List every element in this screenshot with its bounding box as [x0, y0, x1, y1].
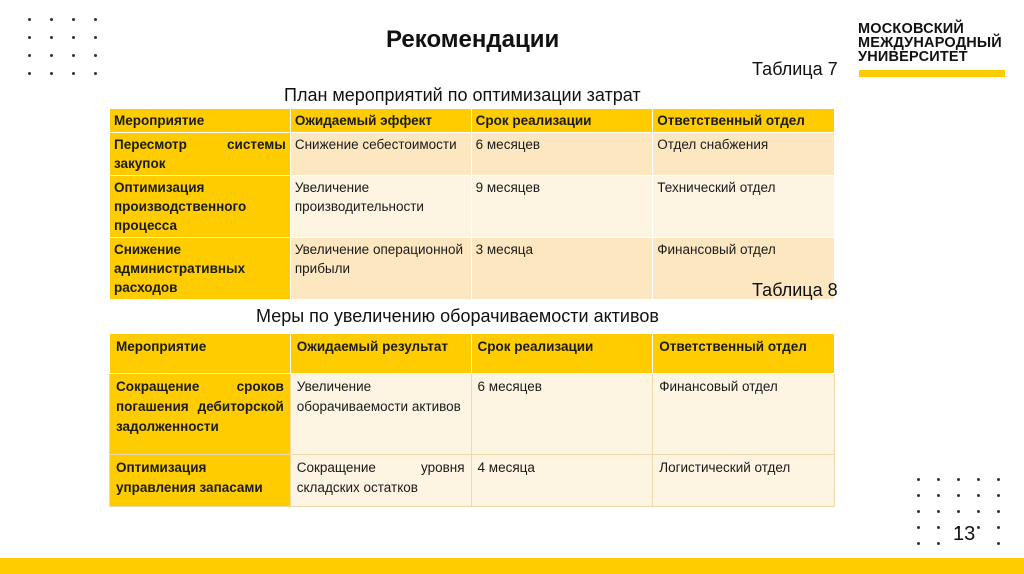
- table-row: [110, 238, 835, 300]
- table7: [109, 108, 835, 300]
- table-row: [110, 176, 835, 238]
- header-cell: Срок реализации: [471, 334, 653, 374]
- header-cell: Мероприятие: [110, 334, 291, 374]
- slide-title: Рекомендации: [386, 26, 560, 53]
- bottom-accent-bar: [0, 558, 1024, 574]
- table-header-row: [110, 109, 835, 133]
- table-cell: Увеличение операционной прибыли: [290, 238, 471, 300]
- logo-line: МОСКОВСКИЙ: [858, 21, 965, 37]
- header-cell: Ожидаемый эффект: [290, 109, 471, 133]
- table-row: [110, 455, 835, 507]
- table-cell: 9 месяцев: [471, 176, 653, 238]
- table-row: [110, 374, 835, 455]
- table-cell: Пересмотр системы закупок: [110, 133, 291, 176]
- header-cell: Мероприятие: [110, 109, 291, 133]
- table-cell: Снижение административных расходов: [110, 238, 291, 300]
- table8-label: Таблица 8: [752, 280, 838, 300]
- table-cell: 4 месяца: [471, 455, 653, 507]
- logo-line: МЕЖДУНАРОДНЫЙ: [858, 35, 1002, 51]
- table-cell: Снижение себестоимости: [290, 133, 471, 176]
- table-cell: Финансовый отдел: [653, 238, 835, 300]
- table-cell: Оптимизация производственного процесса: [110, 176, 291, 238]
- table-cell: Оптимизация управления запасами: [110, 455, 291, 507]
- table-cell: Увеличение производительности: [290, 176, 471, 238]
- header-cell: Ответственный отдел: [653, 334, 835, 374]
- table-cell: 3 месяца: [471, 238, 653, 300]
- table-cell: Отдел снабжения: [653, 133, 835, 176]
- header-cell: Ожидаемый результат: [290, 334, 471, 374]
- table7-caption: План мероприятий по оптимизации затрат: [284, 85, 641, 105]
- university-logo: [858, 22, 1002, 64]
- table-header-row: [110, 334, 835, 374]
- table8: [109, 333, 835, 507]
- table-cell: 6 месяцев: [471, 133, 653, 176]
- table-cell: Логистический отдел: [653, 455, 835, 507]
- header-cell: Ответственный отдел: [653, 109, 835, 133]
- table-cell: Финансовый отдел: [653, 374, 835, 455]
- table-cell: Увеличение оборачиваемости активов: [290, 374, 471, 455]
- table7-label: Таблица 7: [752, 59, 838, 79]
- header-cell: Срок реализации: [471, 109, 653, 133]
- logo-accent-bar: [859, 70, 1005, 77]
- table8-caption: Меры по увеличению оборачиваемости активов: [256, 306, 659, 326]
- table-row: [110, 133, 835, 176]
- table-cell: Сокращение уровня складских остатков: [290, 455, 471, 507]
- table-cell: Технический отдел: [653, 176, 835, 238]
- table-cell: Сокращение сроков погашения дебиторской задолженности: [110, 374, 291, 455]
- table-cell: 6 месяцев: [471, 374, 653, 455]
- logo-line: УНИВЕРСИТЕТ: [858, 49, 968, 65]
- page-number: 13: [953, 523, 976, 545]
